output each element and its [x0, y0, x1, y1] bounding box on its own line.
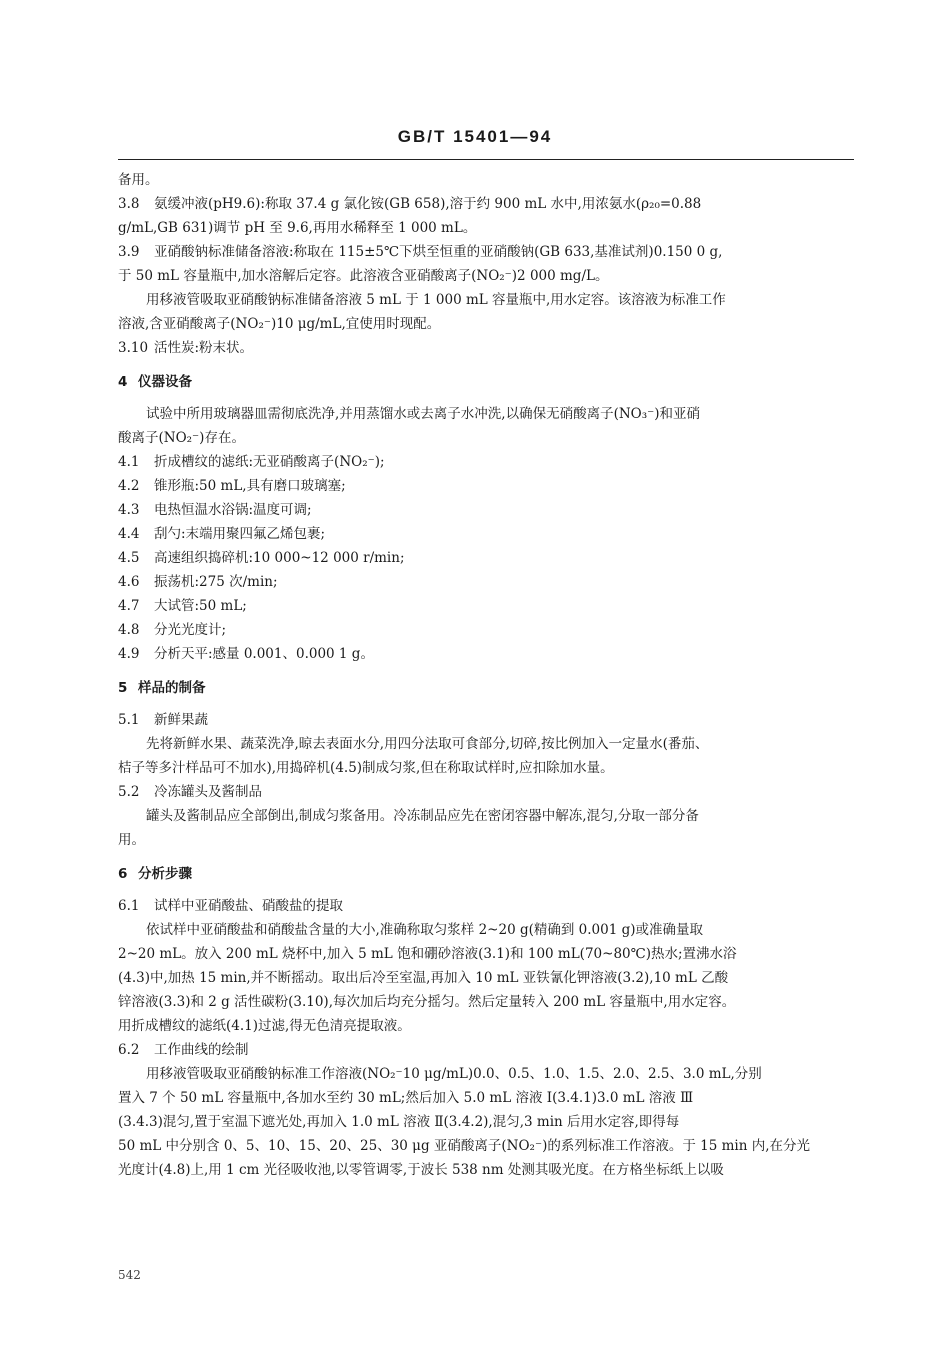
clause-4-8: 4.8 分光光度计;	[118, 622, 227, 638]
text-line: 备用。	[118, 172, 159, 188]
clause-3-9: 3.9 亚硝酸钠标准储备溶液:称取在 115±5℃下烘至恒重的亚硝酸钠(GB 633,基准试剂)0.150 0 g,	[118, 244, 723, 260]
text-line: 溶液,含亚硝酸离子(NO₂⁻)10 μg/mL,宜使用时现配。	[118, 316, 441, 332]
text-line: 罐头及酱制品应全部倒出,制成匀浆备用。冷冻制品应先在密闭容器中解冻,混匀,分取一部分备	[146, 808, 699, 824]
clause-4-3: 4.3 电热恒温水浴锅:温度可调;	[118, 502, 312, 518]
text-line: 用折成槽纹的滤纸(4.1)过滤,得无色清亮提取液。	[118, 1018, 411, 1034]
section-heading-6: 6 分析步骤	[118, 866, 192, 882]
page-number: 542	[118, 1268, 141, 1282]
clause-3-10: 3.10 活性炭:粉末状。	[118, 340, 254, 356]
text-line: 于 50 mL 容量瓶中,加水溶解后定容。此溶液含亚硝酸离子(NO₂⁻)2 000 mg/L。	[118, 268, 609, 284]
text-line: 用移液管吸取亚硝酸钠标准工作溶液(NO₂⁻10 μg/mL)0.0、0.5、1.0、1.5、2.0、2.5、3.0 mL,分别	[146, 1066, 762, 1082]
text-line: 试验中所用玻璃器皿需彻底洗净,并用蒸馏水或去离子水冲洗,以确保无硝酸离子(NO₃⁻)和亚硝	[146, 406, 701, 422]
clause-3-8: 3.8 氨缓冲液(pH9.6):称取 37.4 g 氯化铵(GB 658),溶于约 900 mL 水中,用浓氨水(ρ₂₀=0.88	[118, 196, 702, 212]
text-line: 酸离子(NO₂⁻)存在。	[118, 430, 245, 446]
body-text	[118, 168, 854, 1182]
text-line: 桔子等多汁样品可不加水),用捣碎机(4.5)制成匀浆,但在称取试样时,应扣除加水量。	[118, 760, 614, 776]
text-line: (3.4.3)混匀,置于室温下遮光处,再加入 1.0 mL 溶液 Ⅱ(3.4.2),混匀,3 min 后用水定容,即得每	[118, 1114, 680, 1130]
text-line: 光度计(4.8)上,用 1 cm 光径吸收池,以零管调零,于波长 538 nm 处测其吸光度。在方格坐标纸上以吸	[118, 1162, 724, 1178]
clause-5-1: 5.1 新鲜果蔬	[118, 712, 208, 728]
clause-4-7: 4.7 大试管:50 mL;	[118, 598, 247, 614]
text-line: 用。	[118, 832, 145, 848]
text-line: 依试样中亚硝酸盐和硝酸盐含量的大小,准确称取匀浆样 2~20 g(精确到 0.001 g)或准确量取	[146, 922, 703, 938]
text-line: 锌溶液(3.3)和 2 g 活性碳粉(3.10),每次加后均充分摇匀。然后定量转入 200 mL 容量瓶中,用水定容。	[118, 994, 736, 1010]
clause-4-6: 4.6 振荡机:275 次/min;	[118, 574, 278, 590]
text-line: 2~20 mL。放入 200 mL 烧杯中,加入 5 mL 饱和硼砂溶液(3.1)和 100 mL(70~80℃)热水;置沸水浴	[118, 946, 737, 962]
text-line: g/mL,GB 631)调节 pH 至 9.6,再用水稀释至 1 000 mL。	[118, 220, 477, 236]
text-line: 用移液管吸取亚硝酸钠标准储备溶液 5 mL 于 1 000 mL 容量瓶中,用水定容。该溶液为标准工作	[146, 292, 726, 308]
clause-6-1: 6.1 试样中亚硝酸盐、硝酸盐的提取	[118, 898, 343, 914]
section-heading-5: 5 样品的制备	[118, 680, 206, 696]
text-line: 先将新鲜水果、蔬菜洗净,晾去表面水分,用四分法取可食部分,切碎,按比例加入一定量水(番茄、	[146, 736, 709, 752]
clause-4-2: 4.2 锥形瓶:50 mL,具有磨口玻璃塞;	[118, 478, 346, 494]
section-heading-4: 4 仪器设备	[118, 374, 192, 390]
clause-4-9: 4.9 分析天平:感量 0.001、0.000 1 g。	[118, 646, 374, 662]
clause-5-2: 5.2 冷冻罐头及酱制品	[118, 784, 262, 800]
text-line: (4.3)中,加热 15 min,并不断摇动。取出后冷至室温,再加入 10 mL 亚铁氰化钾溶液(3.2),10 mL 乙酸	[118, 970, 729, 986]
standard-header: GB/T 15401—94	[397, 127, 553, 146]
text-line: 50 mL 中分别含 0、5、10、15、20、25、30 μg 亚硝酸离子(NO₂⁻)的系列标准工作溶液。于 15 min 内,在分光	[118, 1138, 810, 1154]
clause-4-5: 4.5 高速组织捣碎机:10 000~12 000 r/min;	[118, 550, 405, 566]
clause-4-4: 4.4 刮勺:末端用聚四氟乙烯包裹;	[118, 526, 326, 542]
text-line: 置入 7 个 50 mL 容量瓶中,各加水至约 30 mL;然后加入 5.0 mL 溶液 Ⅰ(3.4.1)3.0 mL 溶液 Ⅲ	[118, 1090, 694, 1106]
header-rule	[118, 159, 854, 160]
clause-6-2: 6.2 工作曲线的绘制	[118, 1042, 249, 1058]
clause-4-1: 4.1 折成槽纹的滤纸:无亚硝酸离子(NO₂⁻);	[118, 454, 385, 470]
